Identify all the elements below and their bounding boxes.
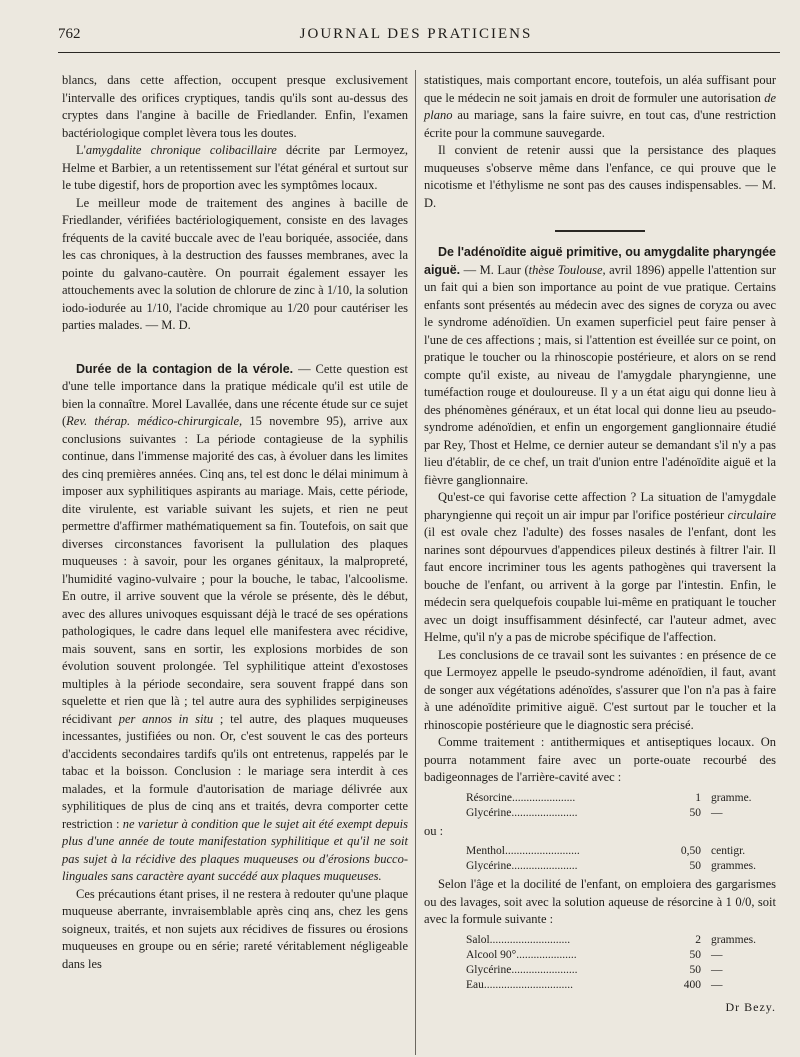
section-syphilis xyxy=(62,361,408,886)
formula-row xyxy=(424,859,776,874)
paragraph: Il convient de retenir aussi que la persistance des plaques muqueuses s'observe même dans l'enfance, ce qui prouve que le nicotisme et l'éthylisme ne sont pas des causes indispensables. — M. D. xyxy=(424,143,776,210)
paragraph xyxy=(424,72,776,142)
formula-row xyxy=(424,791,776,806)
section-separator xyxy=(555,230,645,232)
quantity: 50 xyxy=(689,948,701,961)
text-run: — Cette question est d'une telle importance dans la pratique médicale qu'il est utile de bien la connaître. Morel Lavallée, dans une récente étude sur ce sujet ( xyxy=(62,361,409,428)
quantity: 50 xyxy=(689,860,701,872)
ingredient: Glycérine....................... xyxy=(466,860,578,872)
ingredient: Salol............................ xyxy=(466,933,571,946)
header-rule xyxy=(58,52,780,53)
text-run: ; tel autre, des plaques muqueuses incessantes, justifiées ou non. Or, c'est souvent le cas des porteurs d'accidents secondaires tardifs qu'ils ont entretenus, rappelés par le tabac et la boisson. Conclusion : le mariage sera interdit à ces malades, et la formule d'autorisation de mariage délivrée aux syphilitiques de plus de cinq ans et traités, devra comporter cette restriction : xyxy=(62,711,408,831)
paragraph xyxy=(424,489,776,647)
quantity: 0,50 xyxy=(680,845,701,857)
text-run: statistiques, mais comportant encore, toutefois, un aléa suffisant pour que le médecin ne soit jamais en droit de formuler une autorisation xyxy=(424,73,776,105)
formula-row xyxy=(424,963,776,978)
unit: — xyxy=(711,978,723,991)
paragraph xyxy=(62,142,408,195)
formula-salol xyxy=(424,933,776,993)
ingredient: Glycérine....................... xyxy=(466,963,578,976)
ingredient: Menthol.......................... xyxy=(466,845,580,857)
quantity: 50 xyxy=(689,806,701,819)
text-run: Qu'est-ce qui favorise cette affection ? La situation de l'amygdale pharyngienne qui reçoit un air impur par l'orifice postérieur xyxy=(424,490,776,522)
unit: gramme. xyxy=(711,791,752,804)
column-divider xyxy=(415,70,416,1055)
italic-run: circulaire xyxy=(727,507,776,522)
text-run: décrite par Lermoyez, Helme et Barbier, a un retentissement sur l'état général et surtout sur le tube digestif, hors de proportion avec les symptômes locaux. xyxy=(62,143,408,192)
text-run: avril 1896) appelle l'attention sur un fait qui a bien son importance au point de vue pratique. Certains enfants sont présentés au médecin avec des signes de coryza ou avec le syndrome adénoïdien. Un examen superficiel peut faire penser à l'une de ces affections ; mais, si l'attention est éveillée sur ce point, on pratique le toucher ou la rhinoscopie postérieure, et alors on se rend compte qu'il existe, au niveau de l'amygdale pharyngienne, une tuméfaction rouge et douloureuse. Il y a un état aigu qui donne lieu à des phénomènes généraux, et un état local qui donne lieu au pseudo-syndrome adénoïdien, et enfin un engorgement ganglionnaire étudié par Rey, Thost et Helme, ce dernier auteur se demandant s'il n'y a pas lieu d'établir, de ce chef, un trait d'union entre l'adénoïdite aiguë et la fièvre ganglionnaire. xyxy=(424,262,777,487)
paragraph: blancs, dans cette affection, occupent presque exclusivement l'intervalle des orifices cryptiques, tandis qu'ils sont au-dessus des cryptes dans l'angine à bacille de Friedlander. Enfin, l'examen bactériologique complet lèvera tous les doutes. xyxy=(62,73,408,140)
unit: — xyxy=(711,963,723,976)
formula-row xyxy=(424,844,776,859)
formula-row xyxy=(424,806,776,821)
unit: grammes. xyxy=(711,860,757,872)
ingredient: Résorcine...................... xyxy=(466,791,576,804)
italic-run: thèse Toulouse, xyxy=(528,262,606,277)
formula-row xyxy=(424,948,776,963)
formula-row xyxy=(424,933,776,948)
formula-menthol xyxy=(424,844,776,874)
section-heading: De l'adénoïdite aiguë primitive, ou amygdalite pharyngée aiguë. xyxy=(424,245,776,277)
paragraph: Le meilleur mode de traitement des angines à bacille de Friedlander, vérifiées bactériologiquement, consiste en des lavages fréquents de la cavité buccale avec de l'eau boriquée, associée, dans les cas chroniques, à la destruction des fausses membranes, avec la pointe du galvano-cautère. On pourrait également essayer les attouchements avec la solution de chlorure de zinc à 1/10, la solution iodo-iodurée au 1/10, l'acide chromique au 1/20 pour cautériser les parties malades. — M. D. xyxy=(62,195,408,332)
section-adenoidite xyxy=(424,244,776,489)
unit: centigr. xyxy=(711,845,746,857)
ingredient: Glycérine....................... xyxy=(466,806,578,819)
text-run: 15 novembre 95), arrive aux conclusions suivantes : La période contagieuse de la syphilis continue, dans l'immense majorité des cas, à évoluer dans les limites des cinq premières années. Cinq ans, tel est donc le délai minimum à imposer aux syphilitiques aspirants au mariage. Mais, cette période, dite virulente, est variable suivant les sujets, et rien ne peut permettre d'affirmer mathématiquement sa fin. Toutefois, on sait que diverses circonstances favorisent la pullulation des plaques muqueuses : à savoir, pour les organes génitaux, la malpropreté, l'humidité vagino-vulvaire ; pour la bouche, le tabac, l'alcoolisme. En outre, il arrive souvent que la vérole se présente, dès le début, avec des allures univoques esquissant déjà le tracé de ses opérations pathologiques, le cadre dans lequel elle manifestera avec récidive, mais souvent, sans en sortir, les explosions morbides de son évolution souvent prolongée. Tel syphilitique atteint d'exostoses multiples à la période secondaire, sera souvent frappé dans son squelette et rien que là ; tel autre aura des syphilides serpigineuses récidivant xyxy=(62,414,408,726)
paragraph: Les conclusions de ce travail sont les suivantes : en présence de ce que Lermoyez appelle le pseudo-syndrome adénoïdien, il faut, avant de songer aux végétations adénoïdes, s'assurer que l'on n'a pas à faire à une adénoïdite primitive aiguë. C'est surtout par le toucher et la rhinoscopie postérieure que le diagnostic sera précisé. xyxy=(424,647,776,732)
ingredient: Alcool 90°..................... xyxy=(466,948,577,961)
paragraph: Ces précautions étant prises, il ne restera à redouter qu'une plaque muqueuse aberrante, invraisemblable après cinq ans, chez les gens soigneux, traités, et non sujets aux récidives de fissures ou érosions muqueuses en groupe ou en série; rareté véritablement négligeable dans les xyxy=(62,886,408,971)
italic-run: de plano xyxy=(424,90,776,122)
right-column xyxy=(424,72,776,1016)
formula-row xyxy=(424,978,776,993)
text-run: — M. Laur ( xyxy=(460,262,529,277)
unit: — xyxy=(711,948,723,961)
quantity: 400 xyxy=(683,978,701,991)
author-signature: Dr Bezy. xyxy=(725,999,776,1014)
unit: — xyxy=(711,806,723,819)
text-run: (il est ovale chez l'adulte) des fosses nasales de l'enfant, dont les narines sont dépourvues d'appendices pileux destinés à filtrer l'air. Il faut encore incriminer tous les agents pathogènes qui traversent la bouche de l'enfant, ou arrivent à la gorge par l'intestin. Enfin, le médecin sera quelquefois coupable lui-même en pratiquant le toucher avec un doigt insuffisamment désinfecté, car l'auteur admet, avec Helme, qu'il n'y a pas de microbe spécifique de l'affection. xyxy=(424,525,776,644)
italic-run: Rev. thérap. médico-chirurgicale, xyxy=(66,414,243,428)
unit: grammes. xyxy=(711,933,757,946)
left-column xyxy=(62,72,408,973)
text-run: au mariage, sans la faire suivre, en tout cas, d'une restriction écrite pour la commune sauvegarde. xyxy=(424,108,776,140)
paragraph: Selon l'âge et la docilité de l'enfant, on emploiera des gargarismes ou des lavages, soit avec la solution aqueuse de résorcine à 1 0/0, soit avec la formule suivante : xyxy=(424,877,776,926)
section-heading: Durée de la contagion de la vérole. xyxy=(76,361,294,376)
quantity: 50 xyxy=(689,963,701,976)
text-run: L' xyxy=(76,143,86,157)
italic-run: per annos in situ xyxy=(118,711,214,726)
formula-resorcine xyxy=(424,791,776,821)
quantity: 2 xyxy=(695,933,701,946)
ingredient: Eau............................... xyxy=(466,978,574,991)
or-label: ou : xyxy=(424,823,444,838)
running-title: JOURNAL DES PRATICIENS xyxy=(299,26,533,42)
italic-run: amygdalite chronique colibacillaire xyxy=(85,143,277,157)
italic-run: ne varietur à condition que le sujet ait été exempt depuis plus d'une année de toute manifestation syphilitique et qu'il ne soit pas sujet à la récidive des plaques muqueuses ou d'érosions bucco-linguales sans caractère ayant succédé aux plaques muqueuses. xyxy=(62,816,408,883)
quantity: 1 xyxy=(695,791,701,804)
page-header xyxy=(58,26,774,48)
paragraph: Comme traitement : antithermiques et antiseptiques locaux. On pourra notamment faire avec un porte-ouate recourbé des badigeonnages de l'arrière-cavité avec : xyxy=(424,735,776,784)
page-number: 762 xyxy=(58,26,81,42)
